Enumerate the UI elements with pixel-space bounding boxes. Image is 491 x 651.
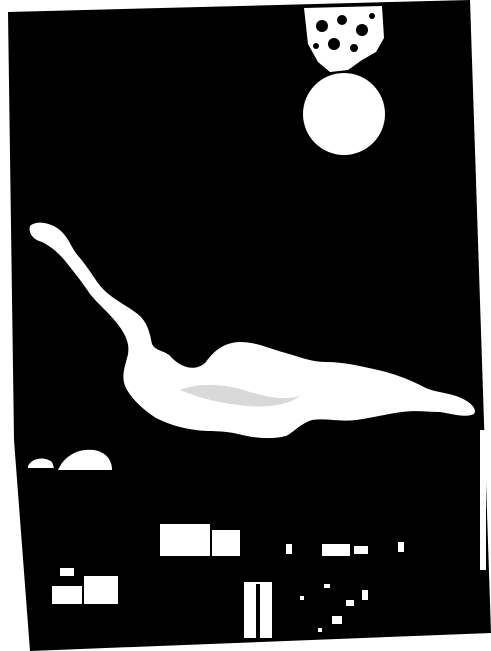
ornament-globe <box>303 73 385 155</box>
photo-black-area <box>8 0 491 651</box>
post-shadow <box>256 584 260 638</box>
